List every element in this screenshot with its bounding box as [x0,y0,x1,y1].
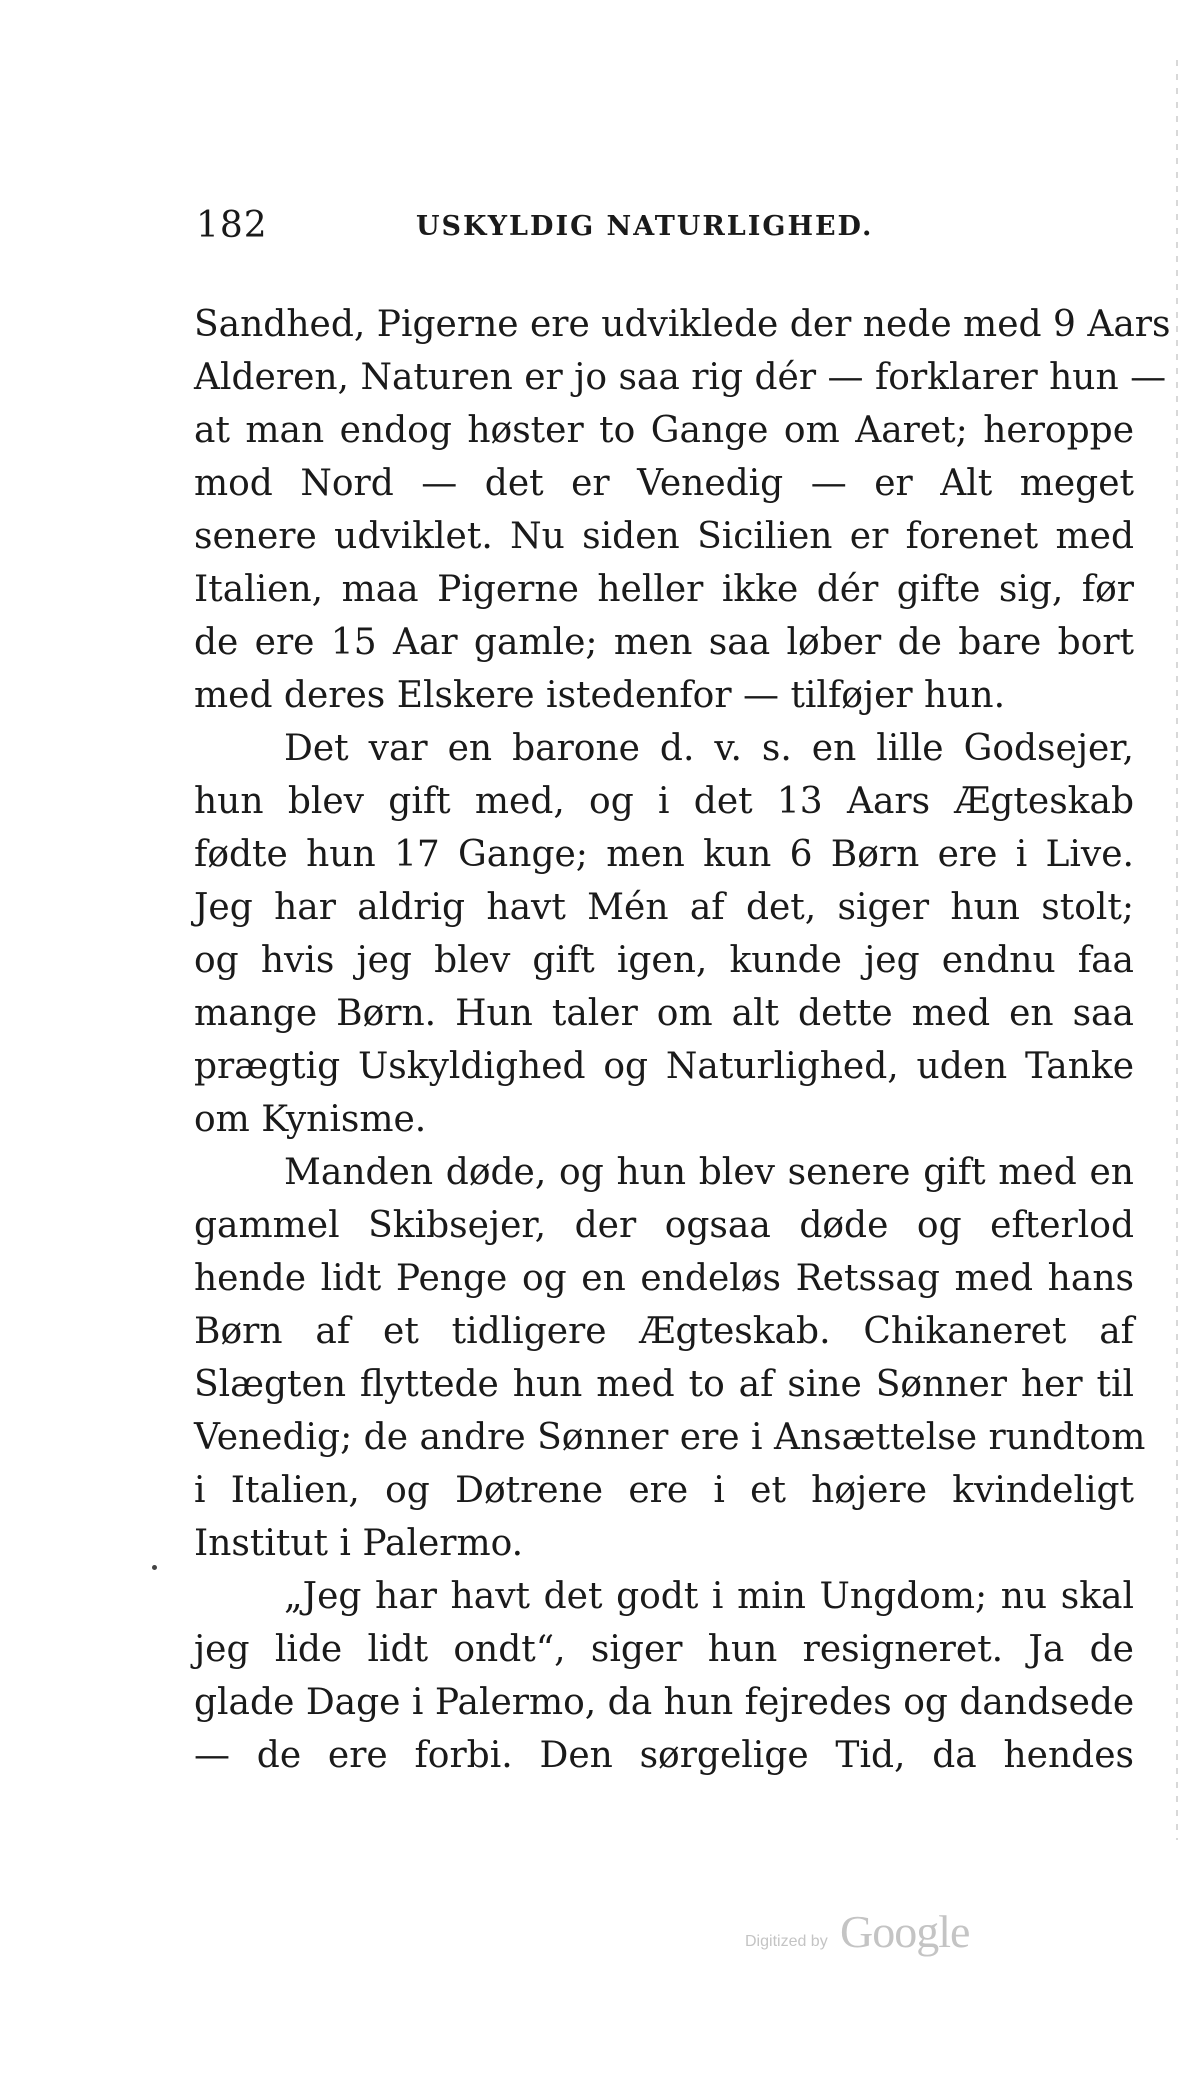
watermark [745,1905,1025,1965]
text-line: mange Børn. Hun taler om alt dette med en saa [194,993,1134,1034]
paragraph-3 [194,1146,1146,1570]
text-line: Jeg har aldrig havt Mén af det, siger hun stolt; [194,887,1134,928]
text-line: de ere 15 Aar gamle; men saa løber de bare bort [194,622,1134,663]
stray-dot [152,1565,157,1570]
text-line: Venedig; de andre Sønner ere i Ansættelse rundtom [194,1417,1146,1458]
text-line: Sandhed, Pigerne ere udviklede der nede med 9 Aars [194,304,1171,345]
text-line: jeg lide lidt ondt“, siger hun resigneret. Ja de [194,1629,1134,1670]
page-number: 182 [196,205,268,246]
running-title: USKYLDIG NATURLIGHED. [416,211,874,242]
text-line: i Italien, og Døtrene ere i et højere kvindeligt [194,1470,1134,1511]
page-header [196,205,1131,265]
text-line: prægtig Uskyldighed og Naturlighed, uden Tanke [194,1046,1134,1087]
text-line: Børn af et tidligere Ægteskab. Chikaneret af [194,1311,1134,1352]
text-line: „Jeg har havt det godt i min Ungdom; nu skal [284,1576,1134,1617]
text-line: fødte hun 17 Gange; men kun 6 Børn ere i Live. [194,834,1134,875]
text-line: hende lidt Penge og en endeløs Retssag med hans [194,1258,1134,1299]
paragraph-4 [194,1570,1134,1782]
margin-rule [1176,60,1178,1840]
text-line: mod Nord — det er Venedig — er Alt meget [194,463,1134,504]
paragraph-1 [194,298,1171,722]
text-line: om Kynisme. [194,1099,427,1140]
text-line: at man endog høster to Gange om Aaret; heroppe [194,410,1134,451]
text-line: Italien, maa Pigerne heller ikke dér gifte sig, før [194,569,1134,610]
text-line: glade Dage i Palermo, da hun fejredes og dandsede [194,1682,1135,1723]
text-line: Alderen, Naturen er jo saa rig dér — forklarer hun — [194,357,1167,398]
text-line: Manden døde, og hun blev senere gift med en [284,1152,1134,1193]
watermark-prefix: Digitized by [745,1933,828,1950]
text-line: senere udviklet. Nu siden Sicilien er forenet med [194,516,1134,557]
text-line: Institut i Palermo. [194,1523,524,1564]
text-line: og hvis jeg blev gift igen, kunde jeg endnu faa [194,940,1134,981]
text-line: — de ere forbi. Den sørgelige Tid, da hendes [194,1735,1134,1776]
google-logo: Google [840,1906,970,1957]
text-line: hun blev gift med, og i det 13 Aars Ægteskab [194,781,1134,822]
text-line: gammel Skibsejer, der ogsaa døde og efterlod [194,1205,1134,1246]
body-text [194,298,1171,1782]
text-line: Slægten flyttede hun med to af sine Sønner her til [194,1364,1134,1405]
text-line: Det var en barone d. v. s. en lille Godsejer, [284,728,1134,769]
paragraph-2 [194,722,1134,1146]
text-line: med deres Elskere istedenfor — tilføjer hun. [194,675,1006,716]
